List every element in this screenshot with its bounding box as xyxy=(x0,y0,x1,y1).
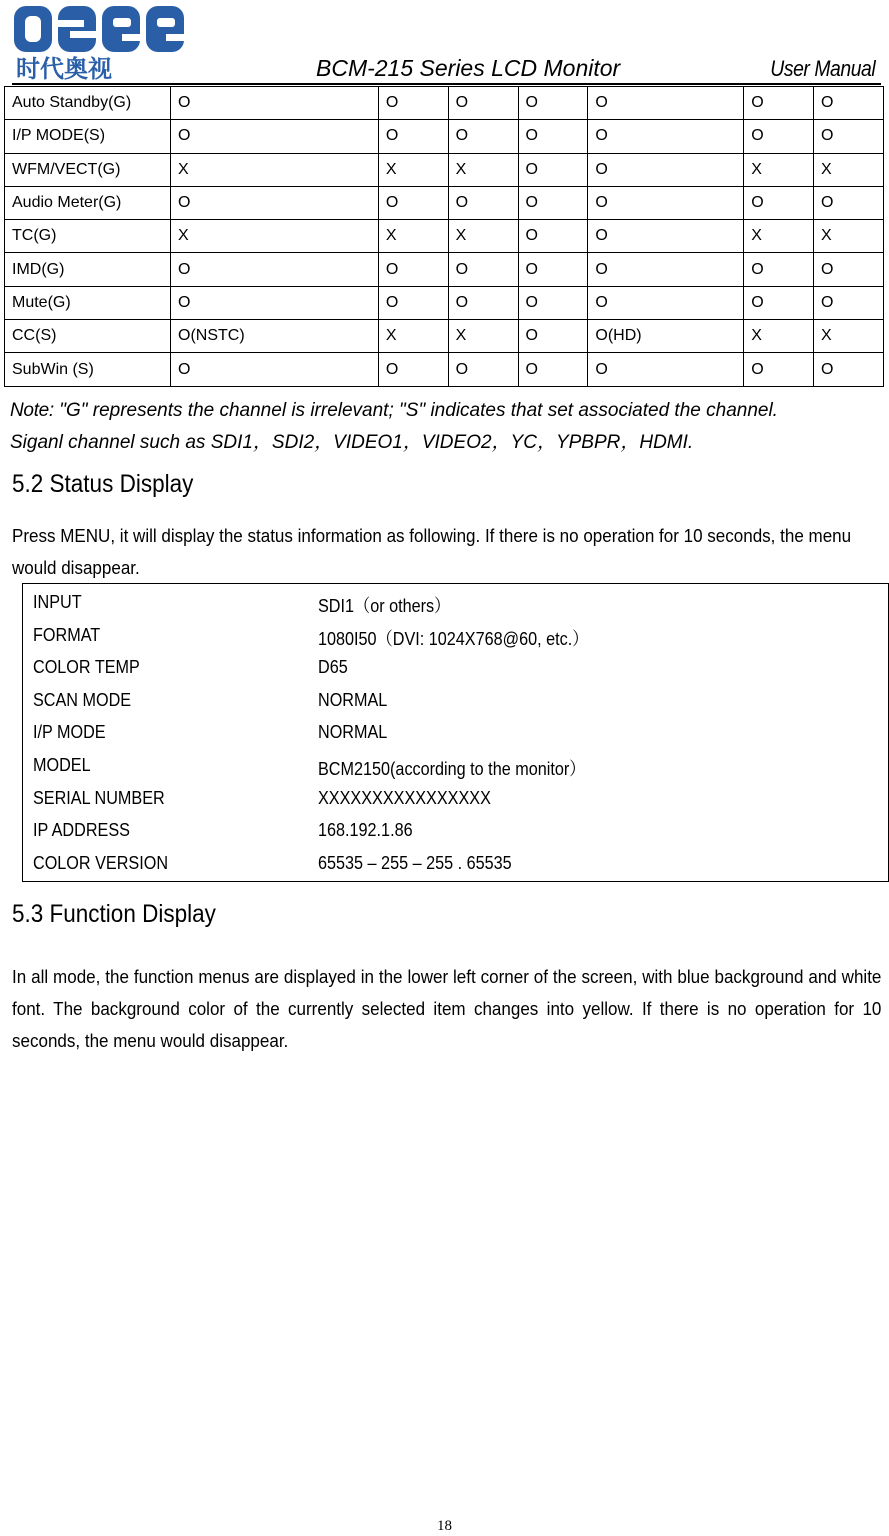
support-cell: O xyxy=(744,253,814,286)
logo-subtext: 时代奥视 xyxy=(16,55,112,80)
support-cell: O xyxy=(171,286,379,319)
document-title: BCM-215 Series LCD Monitor xyxy=(316,55,621,81)
support-cell: O xyxy=(744,353,814,386)
status-key: I/P MODE xyxy=(33,722,106,743)
support-cell: O xyxy=(518,186,588,219)
support-cell: O xyxy=(518,353,588,386)
header-divider xyxy=(12,83,881,85)
document-type: User Manual xyxy=(770,56,875,81)
status-value: BCM2150(according to the monitor） xyxy=(318,759,586,779)
note-line-2: Siganl channel such as SDI1，SDI2，VIDEO1，VIDEO2，YC，YPBPR，HDMI. xyxy=(10,432,694,453)
status-key: COLOR TEMP xyxy=(33,657,140,678)
table-row xyxy=(5,120,884,153)
support-cell: X xyxy=(171,220,379,253)
function-compatibility-table xyxy=(4,86,884,387)
table-row xyxy=(5,353,884,386)
page-header xyxy=(0,0,889,86)
support-cell: O xyxy=(448,87,518,120)
support-cell: O xyxy=(448,120,518,153)
support-cell: O xyxy=(378,253,448,286)
support-cell: O xyxy=(518,87,588,120)
status-key: COLOR VERSION xyxy=(33,852,169,873)
status-key: IP ADDRESS xyxy=(33,820,130,841)
support-cell: O xyxy=(744,120,814,153)
status-value: 1080I50（DVI: 1024X768@60, etc.） xyxy=(318,628,589,649)
support-cell: O xyxy=(744,87,814,120)
note-label: Note: xyxy=(10,400,54,421)
status-value: 65535 – 255 – 255 . 65535 xyxy=(318,852,512,873)
support-cell: O xyxy=(588,186,744,219)
support-cell: X xyxy=(448,153,518,186)
support-cell: O xyxy=(171,353,379,386)
table-row xyxy=(5,220,884,253)
support-cell: O(HD) xyxy=(588,320,744,353)
support-cell: O xyxy=(518,220,588,253)
support-cell: O xyxy=(171,186,379,219)
support-cell: O xyxy=(588,286,744,319)
support-cell: O xyxy=(588,220,744,253)
page-number: 18 xyxy=(437,1518,452,1534)
function-display-paragraph: In all mode, the function menus are displayed in the lower left corner of the screen, with blue background and white font. The background color of the currently selected item changes into yellow. If there is no operation for 10 seconds, the menu would disappear. xyxy=(12,966,882,1051)
support-cell: O xyxy=(448,286,518,319)
support-cell: X xyxy=(171,153,379,186)
status-key: MODEL xyxy=(33,755,91,775)
status-display-paragraph: Press MENU, it will display the status information as following. If there is no operation for 10 seconds, the menu would disappear. xyxy=(12,525,852,578)
status-key: SCAN MODE xyxy=(33,689,132,710)
function-name-cell: TC(G) xyxy=(5,220,171,253)
support-cell: X xyxy=(814,220,884,253)
status-key: SERIAL NUMBER xyxy=(33,787,165,808)
support-cell: O xyxy=(378,87,448,120)
function-name-cell: Audio Meter(G) xyxy=(5,186,171,219)
function-name-cell: CC(S) xyxy=(5,320,171,353)
support-cell: X xyxy=(814,153,884,186)
support-cell: O xyxy=(744,286,814,319)
support-cell: O xyxy=(814,353,884,386)
support-cell: X xyxy=(448,320,518,353)
section-heading-function-display: 5.3 Function Display xyxy=(12,900,216,928)
support-cell: X xyxy=(378,320,448,353)
support-cell: O xyxy=(448,186,518,219)
function-name-cell: IMD(G) xyxy=(5,253,171,286)
support-cell: X xyxy=(814,320,884,353)
status-value: D65 xyxy=(318,657,348,678)
section-heading-status-display: 5.2 Status Display xyxy=(12,470,194,498)
note-line-1: "G" represents the channel is irrelevant; "S" indicates that set associated the channel. xyxy=(53,400,778,421)
table-row xyxy=(5,253,884,286)
function-name-cell: I/P MODE(S) xyxy=(5,120,171,153)
table-row xyxy=(5,320,884,353)
status-value: XXXXXXXXXXXXXXXX xyxy=(318,787,491,808)
support-cell: O xyxy=(171,87,379,120)
table-row xyxy=(5,186,884,219)
support-cell: X xyxy=(744,320,814,353)
table-row xyxy=(5,153,884,186)
support-cell: O xyxy=(588,353,744,386)
support-cell: O xyxy=(518,120,588,153)
support-cell: O xyxy=(518,320,588,353)
support-cell: O xyxy=(814,87,884,120)
support-cell: O xyxy=(518,253,588,286)
support-cell: O xyxy=(588,253,744,286)
function-name-cell: Auto Standby(G) xyxy=(5,87,171,120)
status-info-box xyxy=(22,583,889,882)
status-value: NORMAL xyxy=(318,689,388,710)
support-cell: O xyxy=(171,253,379,286)
support-cell: O xyxy=(448,353,518,386)
function-name-cell: WFM/VECT(G) xyxy=(5,153,171,186)
support-cell: O xyxy=(378,186,448,219)
osee-logo xyxy=(12,4,188,80)
support-cell: X xyxy=(744,153,814,186)
support-cell: O xyxy=(814,286,884,319)
support-cell: O xyxy=(518,286,588,319)
support-cell: O xyxy=(744,186,814,219)
support-cell: X xyxy=(744,220,814,253)
status-value: 168.192.1.86 xyxy=(318,820,413,841)
support-cell: X xyxy=(448,220,518,253)
support-cell: O xyxy=(171,120,379,153)
status-value: NORMAL xyxy=(318,722,388,743)
support-cell: O xyxy=(588,153,744,186)
support-cell: O xyxy=(518,153,588,186)
support-cell: O xyxy=(814,120,884,153)
support-cell: O(NSTC) xyxy=(171,320,379,353)
note xyxy=(10,395,778,459)
table-row xyxy=(5,87,884,120)
table-row xyxy=(5,286,884,319)
status-value: SDI1（or others） xyxy=(318,596,451,616)
function-name-cell: Mute(G) xyxy=(5,286,171,319)
support-cell: O xyxy=(588,120,744,153)
status-key: INPUT xyxy=(33,592,82,612)
status-key: FORMAT xyxy=(33,624,101,645)
support-cell: O xyxy=(378,286,448,319)
support-cell: O xyxy=(588,87,744,120)
support-cell: O xyxy=(378,120,448,153)
support-cell: O xyxy=(814,186,884,219)
support-cell: X xyxy=(378,153,448,186)
support-cell: O xyxy=(448,253,518,286)
support-cell: O xyxy=(814,253,884,286)
support-cell: O xyxy=(378,353,448,386)
function-name-cell: SubWin (S) xyxy=(5,353,171,386)
support-cell: X xyxy=(378,220,448,253)
